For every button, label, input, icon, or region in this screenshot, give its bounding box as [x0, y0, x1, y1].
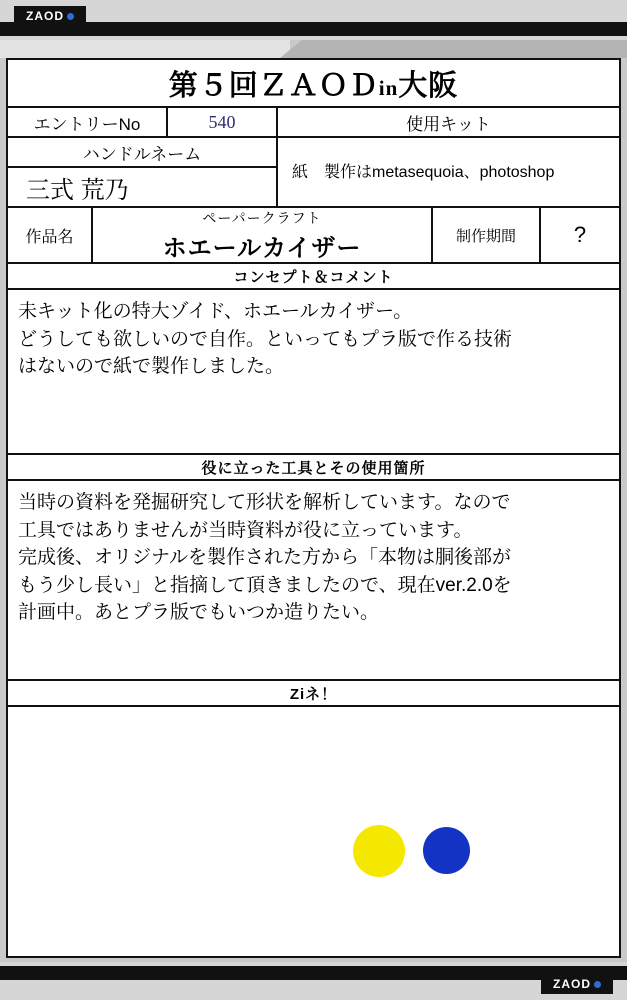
zaod-logo-dot-icon	[67, 13, 74, 20]
concept-section-heading: コンセプト＆コメント	[8, 264, 619, 290]
tools-line: 当時の資料を発掘研究して形状を解析しています。なので	[18, 492, 511, 513]
work-row	[8, 208, 619, 264]
tools-line: 工具ではありませんが当時資料が役に立っています。	[18, 519, 473, 541]
concept-body	[8, 290, 619, 455]
work-name-value	[93, 208, 433, 262]
page-title-small: in	[378, 75, 399, 100]
top-banner-bar	[0, 22, 627, 36]
kit-value: 紙 製作はmetasequoia、photoshop	[292, 163, 555, 181]
tools-line: 計画中。あとプラ版でもいつか造りたい。	[18, 602, 380, 624]
zaod-logo-bottom-text: ZAOD	[553, 977, 591, 991]
bottom-banner	[0, 962, 627, 1000]
color-dots-group	[8, 825, 619, 885]
work-name-main: ホエールカイザー	[162, 234, 362, 262]
entry-sheet	[6, 58, 621, 958]
entry-row	[8, 108, 619, 138]
zaod-logo-bottom	[541, 974, 613, 994]
page-title-main: 第５回ＺＡＯＤ	[168, 69, 379, 102]
concept-line: はないので紙で製作しました。	[18, 356, 285, 378]
handle-name-value: 三式 荒乃	[26, 176, 129, 204]
top-banner	[0, 0, 627, 40]
page-title	[169, 63, 459, 104]
kit-label: 使用キット	[406, 114, 491, 134]
handle-kit-row	[8, 138, 619, 208]
blue-dot-icon	[423, 827, 470, 874]
zaod-logo-dot-icon	[594, 981, 601, 988]
entry-number-label: エントリーNo	[8, 108, 168, 136]
zine-body	[8, 707, 619, 925]
tools-line: もう少し長い」と指摘して頂きましたので、現在ver.2.0を	[18, 574, 512, 596]
tools-line: 完成後、オリジナルを製作された方から「本物は胴後部が	[18, 547, 512, 569]
page-title-tail: 大阪	[398, 69, 459, 102]
production-period-label: 制作期間	[433, 208, 541, 262]
concept-line: 未キット化の特大ゾイド、ホエールカイザー。	[18, 301, 413, 322]
work-name-sub: ペーパークラフト	[202, 209, 322, 226]
zaod-logo-top	[14, 6, 86, 26]
tools-section-heading: 役に立った工具とその使用箇所	[8, 455, 619, 481]
zine-section-heading: Ziネ！	[8, 681, 619, 707]
entry-number-value: 540	[168, 108, 278, 136]
handle-name-label: ハンドルネーム	[8, 138, 276, 168]
sheet-title-row	[8, 60, 619, 108]
yellow-dot-icon	[353, 825, 405, 877]
tools-body	[8, 481, 619, 681]
bottom-banner-bar	[0, 966, 627, 980]
work-name-label: 作品名	[8, 208, 93, 262]
zaod-logo-top-text: ZAOD	[26, 9, 64, 23]
concept-line: どうしても欲しいので自作。といってもプラ版で作る技術	[18, 328, 513, 350]
banner-grey-wedge	[280, 40, 627, 58]
banner-light-wedge	[0, 40, 290, 58]
production-period-value: ?	[573, 222, 587, 247]
handle-column	[8, 138, 278, 206]
